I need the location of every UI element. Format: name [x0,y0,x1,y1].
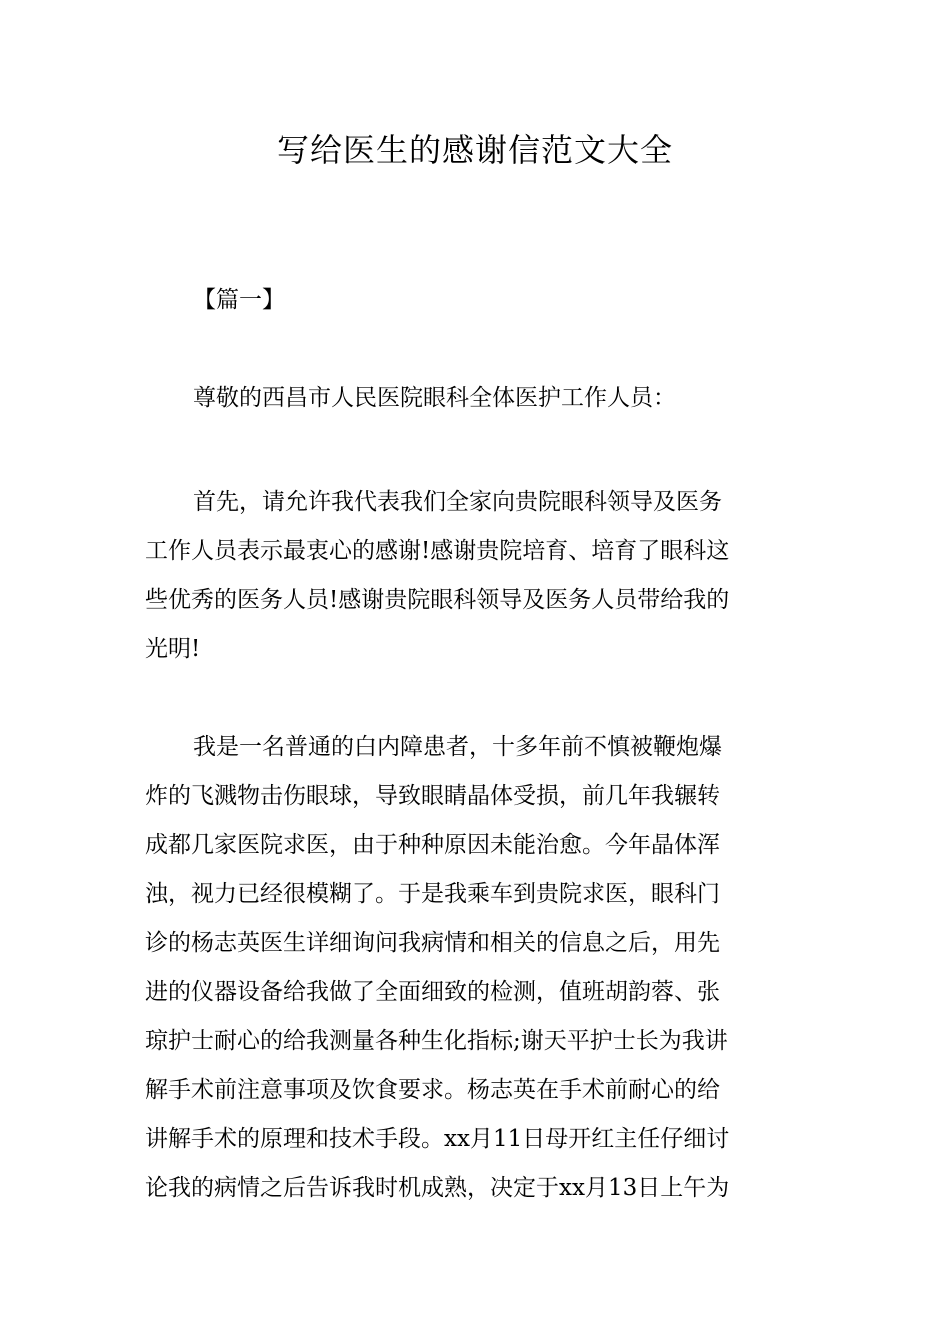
body-paragraph [145,723,810,1213]
paragraph-line: 解手术前注意事项及饮食要求。杨志英在手术前耐心的给 [145,1077,720,1103]
paragraph-line: 光明! [145,636,201,662]
paragraph-line: 诊的杨志英医生详细询问我病情和相关的信息之后，用先 [145,930,720,956]
body-paragraph [145,478,810,674]
paragraph-line: 成都几家医院求医，由于种种原因未能治愈。今年晶体浑 [145,832,720,858]
paragraph-line: 论我的病情之后告诉我时机成熟，决定于xx月13日上午为 [145,1175,730,1201]
paragraph-line: 我是一名普通的白内障患者，十多年前不慎被鞭炮爆 [193,734,722,760]
salutation: 尊敬的西昌市人民医院眼科全体医护工作人员： [193,385,676,411]
section-label: 【篇一】 [193,287,285,313]
paragraph-line: 首先，请允许我代表我们全家向贵院眼科领导及医务 [193,489,722,515]
paragraph-line: 进的仪器设备给我做了全面细致的检测，值班胡韵蓉、张 [145,979,720,1005]
paragraph-line: 讲解手术的原理和技术手段。xx月11日母开红主任仔细讨 [145,1126,730,1152]
paragraph-line: 工作人员表示最衷心的感谢!感谢贵院培育、培育了眼科这 [145,538,730,564]
document-title: 写给医生的感谢信范文大全 [276,131,673,169]
paragraph-line: 浊，视力已经很模糊了。于是我乘车到贵院求医，眼科门 [145,881,720,907]
paragraph-line: 琼护士耐心的给我测量各种生化指标;谢天平护士长为我讲 [145,1028,728,1054]
paragraph-line: 炸的飞溅物击伤眼球，导致眼睛晶体受损，前几年我辗转 [145,783,720,809]
paragraph-line: 些优秀的医务人员!感谢贵院眼科领导及医务人员带给我的 [145,587,730,613]
